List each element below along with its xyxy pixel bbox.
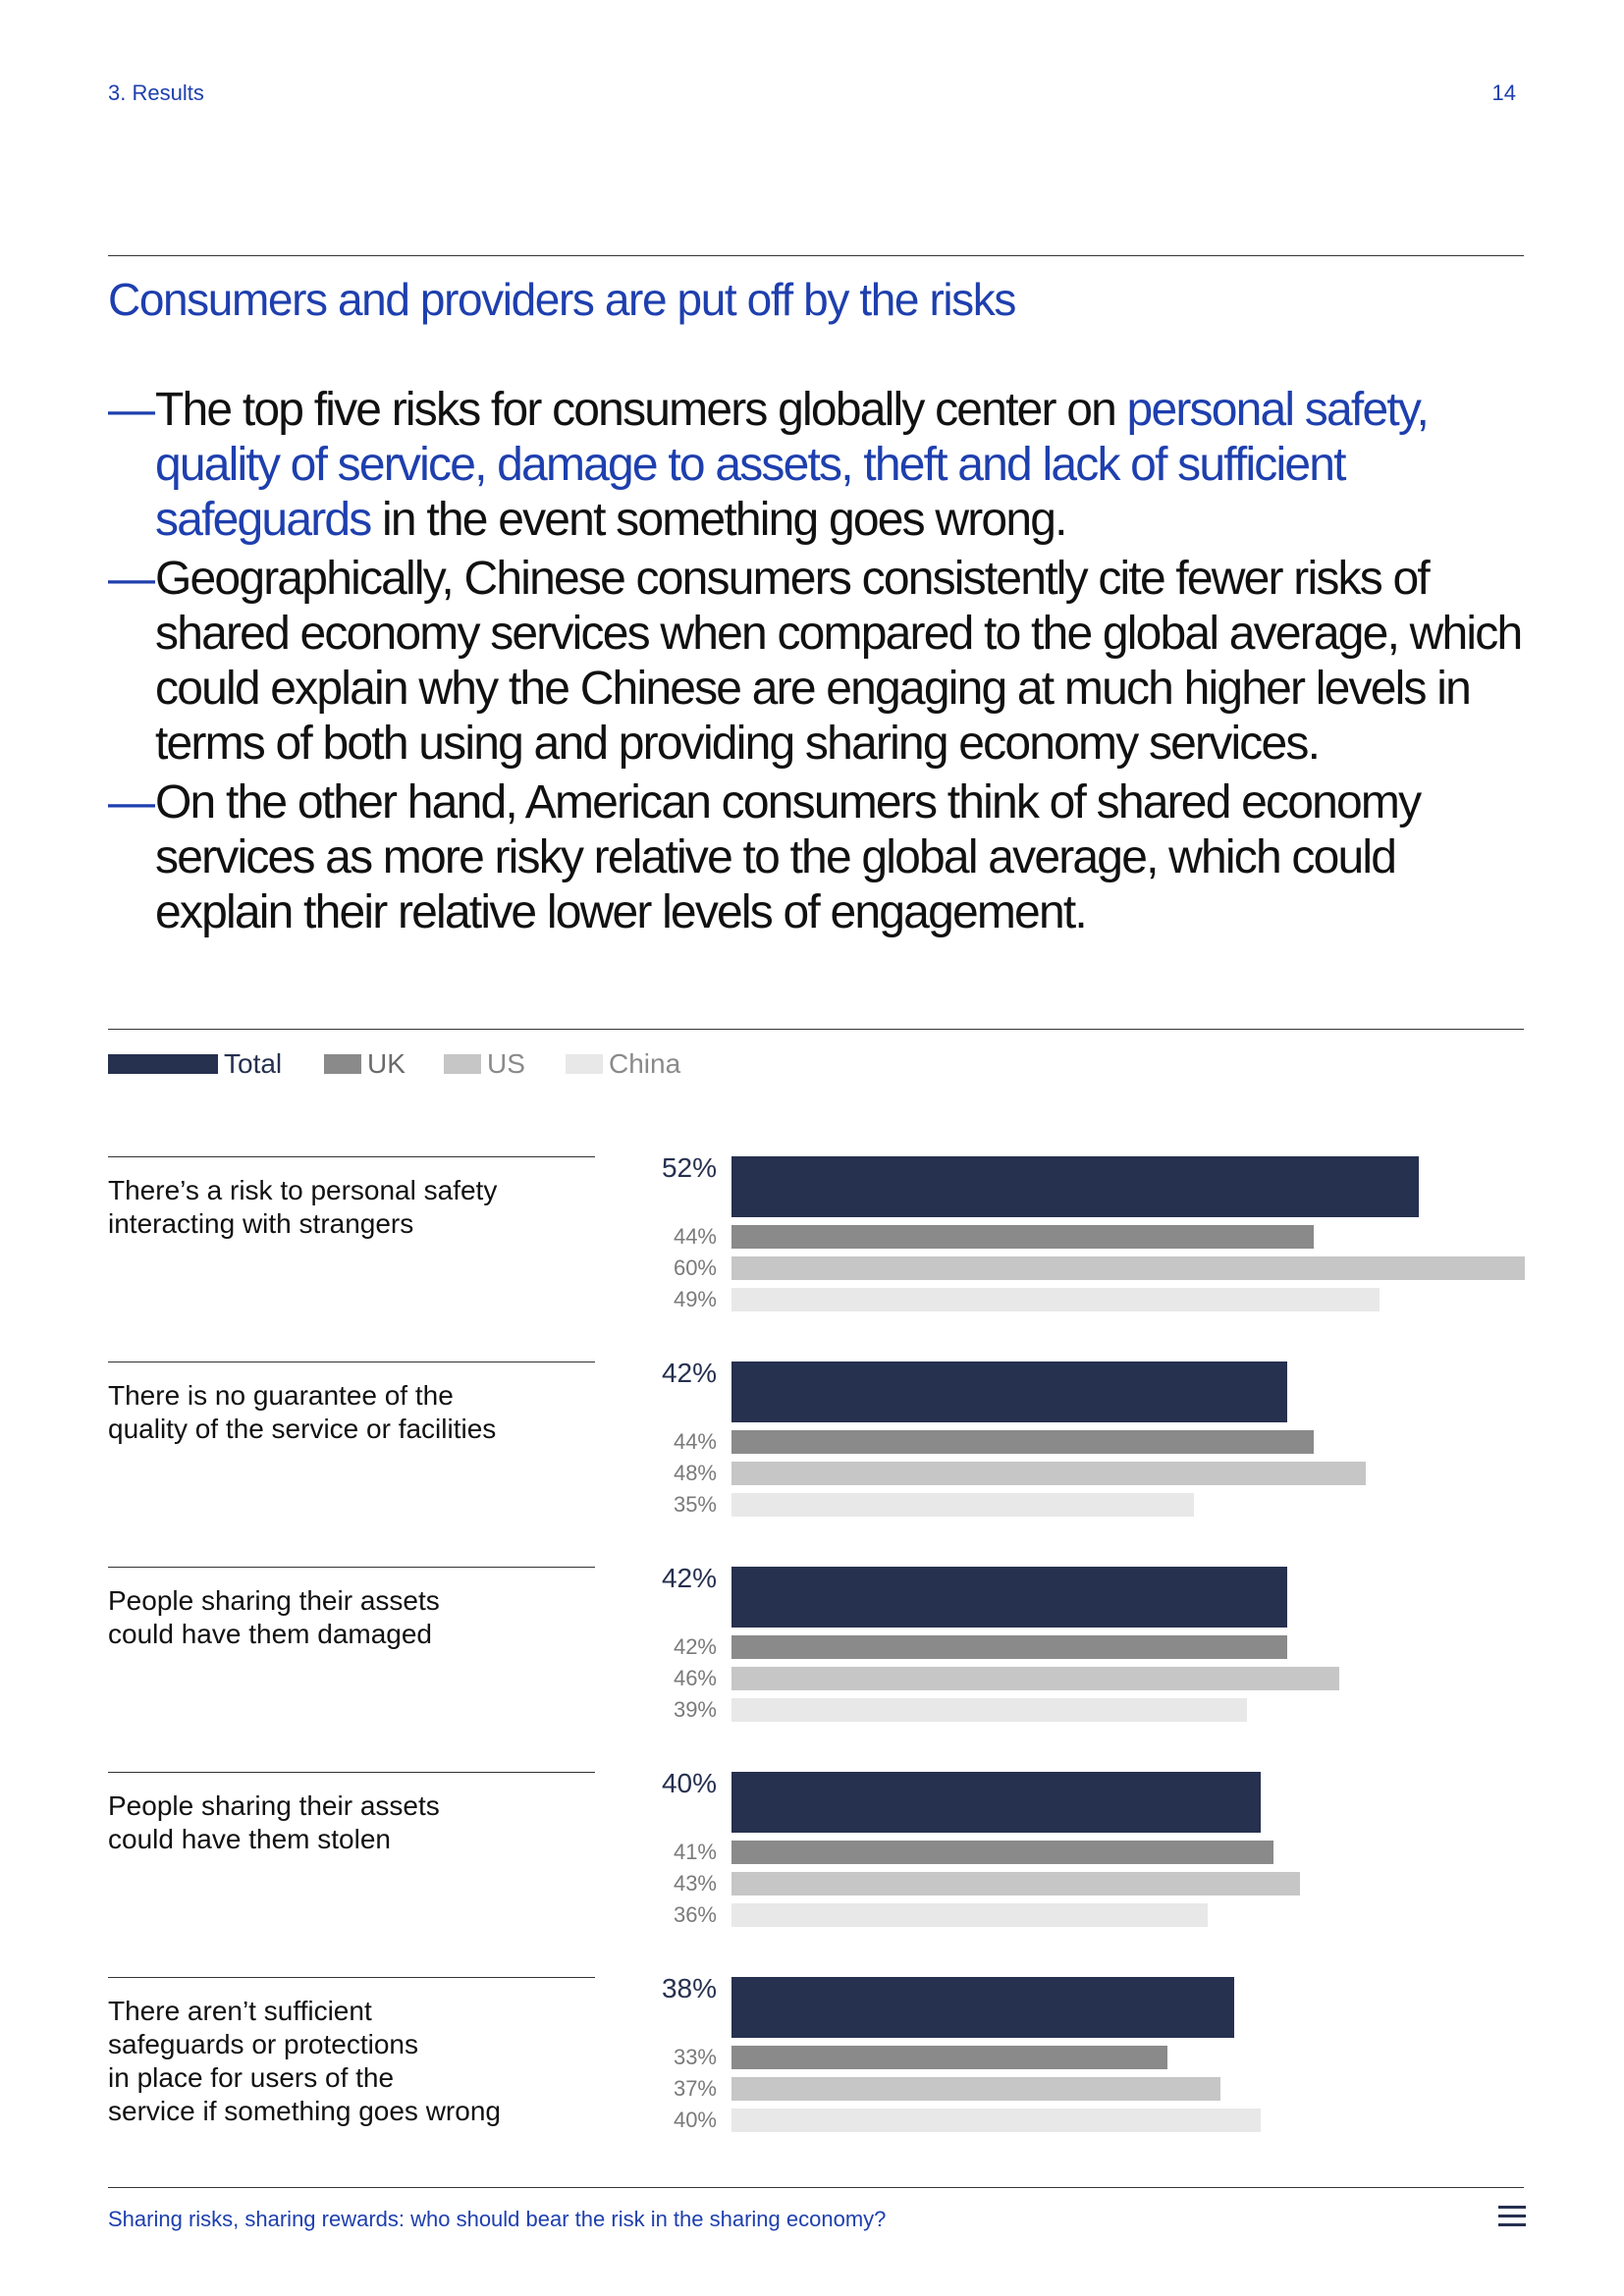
value-label-uk: 41%	[673, 1840, 717, 1864]
category-label: There is no guarantee of the quality of the service or facilities	[108, 1380, 497, 1444]
bullet-text: On the other hand, American consumers think of shared economy services as more risky relative to the global average, which could explain their relative lower levels of engagement.	[155, 776, 1421, 938]
value-label-total: 52%	[661, 1152, 717, 1183]
legend-label: China	[609, 1048, 681, 1079]
value-label-uk: 44%	[673, 1224, 717, 1249]
category-rule	[108, 1156, 595, 1157]
bar-uk	[731, 1841, 1273, 1864]
bar-china	[731, 1698, 1247, 1722]
value-label-china: 39%	[673, 1697, 717, 1722]
category-label: People sharing their assets could have them damaged	[108, 1585, 440, 1649]
value-label-us: 48%	[673, 1461, 717, 1485]
value-label-china: 36%	[673, 1902, 717, 1927]
chart-rule	[108, 1029, 1524, 1030]
value-label-uk: 33%	[673, 2045, 717, 2069]
bullet-item	[108, 775, 1532, 940]
value-label-total: 38%	[661, 1973, 717, 2003]
legend-swatch	[324, 1054, 361, 1074]
bar-china	[731, 2109, 1261, 2132]
page-title: Consumers and providers are put off by the risks	[108, 274, 1015, 325]
bar-us	[731, 1462, 1366, 1485]
bar-total	[731, 1156, 1419, 1217]
value-label-us: 60%	[673, 1255, 717, 1280]
bullet-dash: —	[108, 384, 154, 436]
value-label-total: 42%	[661, 1358, 717, 1388]
value-label-us: 46%	[673, 1666, 717, 1690]
footer-rule	[108, 2187, 1524, 2188]
value-label-china: 49%	[673, 1287, 717, 1311]
bar-total	[731, 1977, 1234, 2038]
bar-uk	[731, 1635, 1287, 1659]
value-label-uk: 44%	[673, 1429, 717, 1454]
category-label: There’s a risk to personal safety interacting with strangers	[108, 1175, 498, 1239]
bullet-item	[108, 552, 1532, 772]
bullet-list	[108, 383, 1532, 944]
legend-swatch	[108, 1054, 218, 1074]
bar-china	[731, 1903, 1208, 1927]
bullet-dash: —	[108, 776, 154, 828]
bullet-dash: —	[108, 553, 154, 605]
bar-total	[731, 1362, 1287, 1422]
category-label: People sharing their assets could have them stolen	[108, 1790, 440, 1854]
bullet-text: in the event something goes wrong.	[370, 494, 1066, 546]
bar-total	[731, 1567, 1287, 1628]
bar-us	[731, 1667, 1339, 1690]
value-label-china: 40%	[673, 2108, 717, 2132]
bar-uk	[731, 1225, 1314, 1249]
value-label-us: 43%	[673, 1871, 717, 1896]
legend-label: UK	[367, 1048, 406, 1079]
category-rule	[108, 1772, 595, 1773]
legend-swatch	[444, 1054, 481, 1074]
legend-swatch	[566, 1054, 603, 1074]
bar-uk	[731, 1430, 1314, 1454]
value-label-uk: 42%	[673, 1634, 717, 1659]
bar-uk	[731, 2046, 1167, 2069]
bar-total	[731, 1772, 1261, 1833]
value-label-us: 37%	[673, 2076, 717, 2101]
value-label-total: 40%	[661, 1768, 717, 1798]
bar-us	[731, 2077, 1220, 2101]
bullet-item	[108, 383, 1532, 548]
bar-china	[731, 1493, 1194, 1517]
category-rule	[108, 1567, 595, 1568]
section-label: 3. Results	[108, 80, 204, 105]
bullet-highlight: personal safety, quality of service, damage to assets, theft and lack of sufficient safeguards	[155, 384, 1429, 546]
bar-china	[731, 1288, 1380, 1311]
title-rule	[108, 255, 1524, 256]
legend-label: US	[487, 1048, 525, 1079]
category-rule	[108, 1977, 595, 1978]
category-label: There aren’t sufficient safeguards or protections in place for users of the service if something goes wrong	[108, 1996, 501, 2126]
footer-title[interactable]: Sharing risks, sharing rewards: who should bear the risk in the sharing economy?	[108, 2207, 887, 2231]
bar-us	[731, 1256, 1525, 1280]
bar-us	[731, 1872, 1300, 1896]
value-label-china: 35%	[673, 1492, 717, 1517]
page-number: 14	[1491, 80, 1516, 105]
bullet-text: The top five risks for consumers globally center on	[155, 384, 1127, 436]
legend-label: Total	[224, 1048, 283, 1079]
value-label-total: 42%	[661, 1563, 717, 1593]
bullet-text: Geographically, Chinese consumers consistently cite fewer risks of shared economy services when compared to the global average, which could explain why the Chinese are engaging at much higher levels in terms of both using and providing sharing economy services.	[155, 553, 1522, 770]
menu-icon[interactable]	[1498, 2206, 1526, 2227]
